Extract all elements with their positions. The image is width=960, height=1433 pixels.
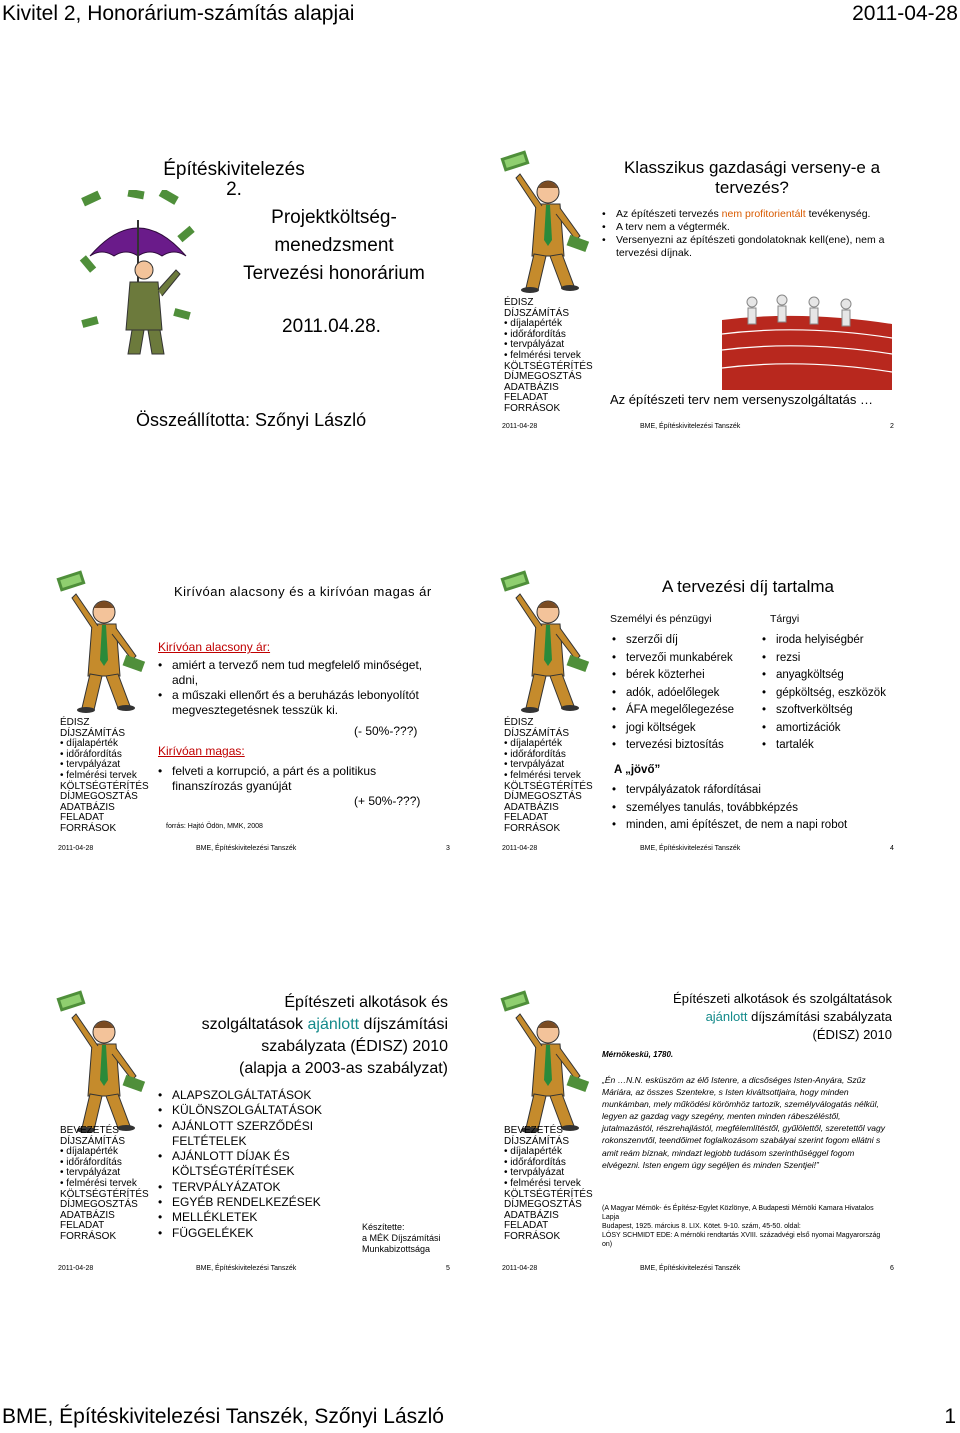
bullet-item: • Versenyezni az építészeti gondolatoknak kell(ene), nem a tervezési díjnak. [602, 234, 886, 260]
man-figure-illustration [54, 988, 154, 1138]
list-item: • adók, adóelőlegek [612, 685, 772, 703]
slide-2-title: Klasszikus gazdasági verseny-e a tervezés? [623, 158, 881, 197]
page-header-title: Kivitel 2, Honorárium-számítás alapjai [2, 2, 355, 25]
slide-4-col1-head: Személyi és pénzügyi [610, 613, 712, 625]
slide-1 [54, 142, 456, 440]
list-item: • ALAPSZOLGÁLTATÁSOK [158, 1088, 358, 1103]
slide-3-source: forrás: Hajtó Ödön, MMK, 2008 [166, 823, 263, 830]
slide-4-col2-head: Tárgyi [770, 613, 800, 625]
slide-5-items [158, 1088, 358, 1241]
list-item: • ÁFA megelőlegezése [612, 702, 772, 720]
man-figure-illustration [498, 148, 598, 298]
slide-4-future-list [612, 782, 900, 835]
list-item: • tervpályázatok ráfordításai [612, 782, 900, 800]
man-figure-illustration [498, 988, 598, 1138]
list-item: • anyagköltség [762, 667, 900, 685]
bullet-item: • felveti a korrupció, a párt és a politikus finanszírozás gyanúját [158, 764, 408, 794]
umbrella-man-illustration [78, 190, 198, 360]
slide-1-author: Összeállította: Szőnyi László [136, 410, 367, 430]
slide-3-percent-high: (+ 50%-???) [354, 794, 421, 808]
bullet-item: • Az építészeti tervezés nem profitorientált tevékenység. [602, 208, 886, 221]
slide-4: ÉDISZ DÍJSZÁMÍTÁS • díjalapérték • időráfordítás • tervpályázat • felmérési tervek KÖLTSÉGTÉRÍTÉS DÍJMEGOSZTÁS ADATBÁZIS FELADAT FORRÁSOK A tervezési díj tartalma Személyi és pénzügyi Tárgyi • szerzői díj • tervezői munkabérek • bérek közterhei • adók, adóelőlegek • ÁFA megelőlegezése • jogi költségek • tervezési biztosítás • iroda helyiségbér • rezsi • anyagköltség • gépköltség, eszközök • szoftverköltség • amortizációk • tartalék A „jövő” • tervpályázatok ráfordításai • személyes tanulás, továbbképzés • minden, ami építészet, de nem a napi robot 2011-04-28 BME, Építéskivitelezési Tanszék 4 [498, 564, 900, 862]
list-item: • tervezési biztosítás [612, 737, 772, 755]
slide-4-title: A tervezési díj tartalma [662, 577, 834, 596]
page-number: 1 [944, 1405, 956, 1428]
slide-6-title: Építészeti alkotások és szolgáltatások ajánlott díjszámítási szabályzata (ÉDISZ) 2010 [673, 991, 892, 1042]
list-item: • amortizációk [762, 720, 900, 738]
page-footer-text: BME, Építéskivitelezési Tanszék, Szőnyi László [2, 1405, 444, 1428]
slide-2-sidebar: ÉDISZ DÍJSZÁMÍTÁS • díjalapérték • időráfordítás • tervpályázat • felmérési tervek KÖLTSÉGTÉRÍTÉS DÍJMEGOSZTÁS ADATBÁZIS FELADAT FORRÁSOK [504, 298, 593, 415]
list-item: • AJÁNLOTT DÍJAK ÉS KÖLTSÉGTÉRÍTÉSEK [158, 1149, 358, 1180]
bullet-item: • amiért a tervező nem tud megfelelő minőséget, adni, [158, 658, 428, 688]
list-item: • szoftverköltség [762, 702, 900, 720]
list-item: • TERVPÁLYÁZATOK [158, 1180, 358, 1195]
slide-1-subtitle: Projektköltség- menedzsment Tervezési honorárium [243, 207, 425, 284]
slide-6-oath: „Én …N.N. esküszöm az élő Istenre, a dicsőséges Isten-Anyára, Szűz Máriára, az összes Szentekre, s Isten kiváltsottjaira, hogy minden munkámban, mely működési körömhöz tartozik, személyválogatás nélkül, legyen az gazdag vagy szegény, menten minden rábeszéléstől, jutalmazástól, részrehajlástól, megfélemlítéstől, gyűlölettől, szeretettől vagy rokonszenvtől, teendőimet foglalkozásom szabályai szerint fogom ellátni s amit reám bíznak, mindazt legjobb tudásom szerinthűséggel fogom elvégezni. Isten engem úgy segéljen és minden Szentjei!” [602, 1075, 885, 1170]
list-item: • gépköltség, eszközök [762, 685, 900, 703]
list-item: • jogi költségek [612, 720, 772, 738]
slide-5-credit: Készítette: a MÉK Díjszámítási Munkabizottsága [362, 1222, 441, 1254]
slide-4-sidebar: ÉDISZ DÍJSZÁMÍTÁS • díjalapérték • időráfordítás • tervpályázat • felmérési tervek KÖLTSÉGTÉRÍTÉS DÍJMEGOSZTÁS ADATBÁZIS FELADAT FORRÁSOK [504, 718, 593, 835]
slide-1-title: Építéskivitelezés 2. [163, 159, 305, 200]
man-figure-illustration [54, 568, 154, 718]
slide-3-sidebar: ÉDISZ DÍJSZÁMÍTÁS • díjalapérték • időráfordítás • tervpályázat • felmérési tervek KÖLTSÉGTÉRÍTÉS DÍJMEGOSZTÁS ADATBÁZIS FELADAT FORRÁSOK [60, 718, 149, 835]
slide-3-heading-high: Kirívóan magas: [158, 744, 245, 758]
list-item: • tartalék [762, 737, 900, 755]
list-item: • KÜLÖNSZOLGÁLTATÁSOK [158, 1103, 358, 1118]
list-item: • bérek közterhei [612, 667, 772, 685]
slide-4-col1-list [612, 632, 772, 755]
list-item: • minden, ami építészet, de nem a napi robot [612, 817, 900, 835]
slide-3-bullets-high [158, 764, 408, 794]
slide-3-percent-low: (- 50%-???) [354, 724, 418, 738]
slide-4-future-head: A „jövő” [614, 764, 661, 776]
slide-1-date: 2011.04.28. [282, 316, 381, 337]
slide-6: BEVEZETÉS DÍJSZÁMÍTÁS • díjalapérték • időráfordítás • tervpályázat • felmérési tervek KÖLTSÉGTÉRÍTÉS DÍJMEGOSZTÁS ADATBÁZIS FELADAT FORRÁSOK Építészeti alkotások és szolgáltatások ajánlott díjszámítási szabályzata (ÉDISZ) 2010 Mérnökeskü, 1780. „Én …N.N. esküszöm az élő Istenre, a dicsőséges Isten-Anyára, Szűz Máriára, az összes Szentekre, s Isten kiváltsottjaira, hogy minden munkámban, mely működési körömhöz tartozik, személyválogatás nélkül, legyen az gazdag vagy szegény, menten minden rábeszéléstől, jutalmazástól, részrehajlástól, megfélemlítéstől, gyűlölettől, szeretettől vagy rokonszenvtől, teendőimet foglalkozásom szabályai szerint fogom ellátni s amit reám bíznak, mindazt legjobb tudásom szerinthűséggel fogom elvégezni. Isten engem úgy segéljen és minden Szentjei!” (A Magyar Mérnök- és Építész-Egylet Közlönye, A Budapesti Mérnöki Kamara Hivatalos Lapja Budapest, 1925. március 8. LIX. Kötet. 9-10. szám, 45-50. oldal: LÓSY SCHMIDT EDE: A mérnöki rendtartás XVIII. századvégi első nyomai Magyarország on) 2011-04-28 BME, Építéskivitelezési Tanszék 6 [498, 984, 900, 1282]
list-item: • EGYÉB RENDELKEZÉSEK [158, 1195, 358, 1210]
slide-2: ÉDISZ DÍJSZÁMÍTÁS • díjalapérték • időráfordítás • tervpályázat • felmérési tervek KÖLTSÉGTÉRÍTÉS DÍJMEGOSZTÁS ADATBÁZIS FELADAT FORRÁSOK Klasszikus gazdasági verseny-e a tervezés? • Az építészeti tervezés nem profitorientált tevékenység. • A terv nem a végtermék. • Versenyezni az építészeti gondolatoknak kell(ene), nem a tervezési díjnak. Az építészeti terv nem versenyszolgáltatás … 2011-04-28 BME, Építéskivitelezési Tanszék 2 [498, 142, 900, 440]
list-item: • személyes tanulás, továbbképzés [612, 800, 900, 818]
slide-6-reference: (A Magyar Mérnök- és Építész-Egylet Közlönye, A Budapesti Mérnöki Kamara Hivatalos Lapja Budapest, 1925. március 8. LIX. Kötet. 9-10. szám, 45-50. oldal: LÓSY SCHMIDT EDE: A mérnöki rendtartás XVIII. századvégi első nyomai Magyarország on) [602, 1205, 881, 1248]
list-item: • rezsi [762, 650, 900, 668]
slide-3: ÉDISZ DÍJSZÁMÍTÁS • díjalapérték • időráfordítás • tervpályázat • felmérési tervek KÖLTSÉGTÉRÍTÉS DÍJMEGOSZTÁS ADATBÁZIS FELADAT FORRÁSOK Kirívóan alacsony és a kirívóan magas ár Kirívóan alacsony ár: • amiért a tervező nem tud megfelelő minőséget, adni, • a műszaki ellenőrt és a beruházás lebonyolítót megvesztegetésnek tesszük ki. (- 50%-???) Kirívóan magas: • felveti a korrupció, a párt és a politikus finanszírozás gyanúját (+ 50%-???) forrás: Hajtó Ödön, MMK, 2008 2011-04-28 BME, Építéskivitelezési Tanszék 3 [54, 564, 456, 862]
slide-3-title: Kirívóan alacsony és a kirívóan magas ár [174, 584, 432, 599]
list-item: • AJÁNLOTT SZERZŐDÉSI FELTÉTELEK [158, 1119, 358, 1150]
page-header-date: 2011-04-28 [852, 2, 958, 25]
slide-3-bullets-low [158, 658, 428, 718]
slide-6-subhead: Mérnökeskü, 1780. [602, 1050, 674, 1059]
slide-2-caption: Az építészeti terv nem versenyszolgáltatás … [610, 392, 874, 407]
slide-5-title: Építészeti alkotások és szolgáltatások ajánlott díjszámítási szabályzata (ÉDISZ) 2010 (alapja a 2003-as szabályzat) [201, 994, 448, 1077]
list-item: • MELLÉKLETEK [158, 1210, 358, 1225]
man-figure-illustration [498, 568, 598, 718]
list-item: • szerzői díj [612, 632, 772, 650]
slide-3-heading-low: Kirívóan alacsony ár: [158, 640, 271, 654]
slide-5: BEVEZETÉS DÍJSZÁMÍTÁS • díjalapérték • időráfordítás • tervpályázat • felmérési tervek KÖLTSÉGTÉRÍTÉS DÍJMEGOSZTÁS ADATBÁZIS FELADAT FORRÁSOK Építészeti alkotások és szolgáltatások ajánlott díjszámítási szabályzata (ÉDISZ) 2010 (alapja a 2003-as szabályzat) • ALAPSZOLGÁLTATÁSOK • KÜLÖNSZOLGÁLTATÁSOK • AJÁNLOTT SZERZŐDÉSI FELTÉTELEK • AJÁNLOTT DÍJAK ÉS KÖLTSÉGTÉRÍTÉSEK • TERVPÁLYÁZATOK • EGYÉB RENDELKEZÉSEK • MELLÉKLETEK • FÜGGELÉKEK Készítette: a MÉK Díjszámítási Munkabizottsága 2011-04-28 BME, Építéskivitelezési Tanszék 5 [54, 984, 456, 1282]
slide-6-sidebar: BEVEZETÉS DÍJSZÁMÍTÁS • díjalapérték • időráfordítás • tervpályázat • felmérési tervek KÖLTSÉGTÉRÍTÉS DÍJMEGOSZTÁS ADATBÁZIS FELADAT FORRÁSOK [504, 1126, 593, 1243]
list-item: • iroda helyiségbér [762, 632, 900, 650]
bullet-item: • a műszaki ellenőrt és a beruházás lebonyolítót megvesztegetésnek tesszük ki. [158, 688, 428, 718]
bullet-item: • A terv nem a végtermék. [602, 221, 886, 234]
slide-5-sidebar: BEVEZETÉS DÍJSZÁMÍTÁS • díjalapérték • időráfordítás • tervpályázat • felmérési tervek KÖLTSÉGTÉRÍTÉS DÍJMEGOSZTÁS ADATBÁZIS FELADAT FORRÁSOK [60, 1126, 149, 1243]
slide-4-col2-list [762, 632, 900, 755]
list-item: • tervezői munkabérek [612, 650, 772, 668]
slide-2-bullets [602, 208, 886, 260]
running-track-illustration [722, 290, 892, 390]
list-item: • FÜGGELÉKEK [158, 1226, 358, 1241]
